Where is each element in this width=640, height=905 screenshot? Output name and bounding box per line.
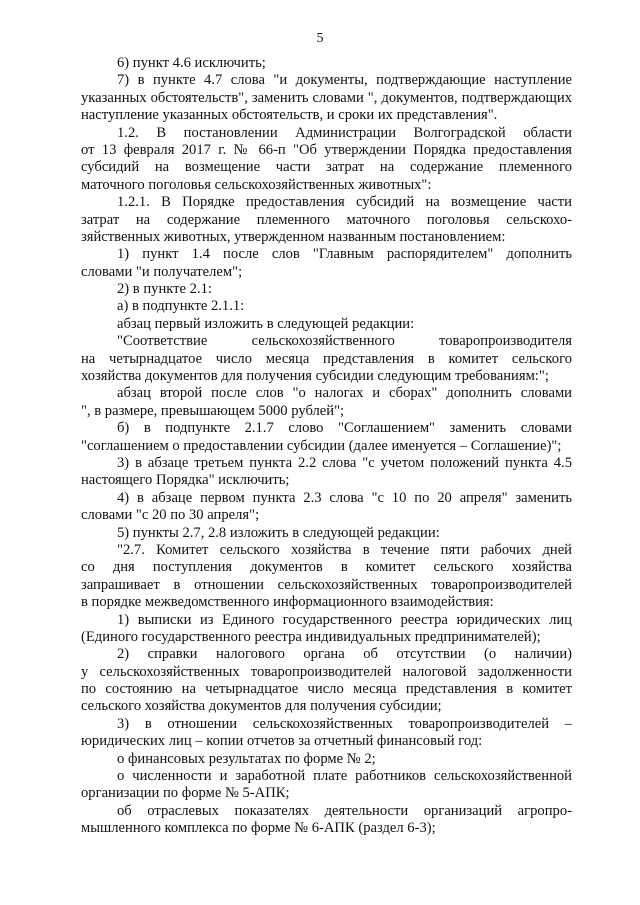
text-line: запрашивает в отношении сельскохозяйственных товаропроизводителей	[81, 576, 572, 593]
text-line: на четырнадцатое число месяца представления в комитет сельского	[81, 350, 572, 367]
text-line: словами "и получателем";	[81, 263, 243, 280]
text-line: наступление указанных обстоятельств, и сроки их представления".	[81, 107, 498, 124]
text-line: у сельскохозяйственных товаропроизводителей налоговой задолженности	[81, 663, 572, 680]
text-line: а) в подпункте 2.1.1:	[117, 298, 245, 315]
text-line: 1.2. В постановлении Администрации Волгоградской области	[117, 124, 572, 141]
text-line: со дня поступления документов в комитет сельского хозяйства	[81, 559, 572, 576]
text-line: о финансовых результатах по форме № 2;	[117, 750, 376, 767]
text-line: затрат на содержание племенного маточного поголовья сельскохо-	[81, 211, 572, 228]
text-line: абзац второй после слов "о налогах и сборах" дополнить словами	[117, 385, 572, 402]
text-line: абзац первый изложить в следующей редакции:	[117, 315, 415, 332]
text-line: 1) пункт 1.4 после слов "Главным распорядителем" дополнить	[117, 246, 572, 263]
text-line: субсидий на возмещение части затрат на содержание племенного	[81, 159, 572, 176]
text-line: 1.2.1. В Порядке предоставления субсидий на возмещение части	[117, 194, 572, 211]
text-line: "Соответствие сельскохозяйственного товаропроизводителя	[117, 333, 572, 350]
text-line: маточного поголовья сельскохозяйственных животных":	[81, 176, 432, 193]
text-line: "2.7. Комитет сельского хозяйства в течение пяти рабочих дней	[117, 541, 572, 558]
text-line: 6) пункт 4.6 исключить;	[117, 55, 266, 71]
text-line: организации по форме № 5-АПК;	[81, 785, 290, 802]
text-line: настоящего Порядка" исключить;	[81, 472, 290, 489]
text-line: от 13 февраля 2017 г. № 66-п "Об утверждении Порядка предоставления	[81, 141, 572, 158]
text-line: (Единого государственного реестра индивидуальных предпринимателей);	[81, 628, 541, 645]
text-line: по состоянию на четырнадцатое число месяца представления в комитет	[81, 681, 572, 698]
text-line: о численности и заработной плате работников сельскохозяйственной	[117, 768, 572, 785]
text-line: юридических лиц – копии отчетов за отчетный финансовый год:	[81, 733, 483, 750]
text-line: мышленного комплекса по форме № 6-АПК (раздел 6-3);	[81, 820, 436, 837]
text-line: 1) выписки из Единого государственного реестра юридических лиц	[117, 611, 572, 628]
text-line: 3) в отношении сельскохозяйственных товаропроизводителей –	[117, 715, 572, 732]
text-line: 2) справки налогового органа об отсутствии (о наличии)	[117, 646, 572, 663]
text-line: 7) в пункте 4.7 слова "и документы, подтверждающие наступление	[117, 72, 572, 89]
text-line: в порядке межведомственного информационного взаимодействия:	[81, 594, 494, 611]
text-line: об отраслевых показателях деятельности организаций агропро-	[117, 802, 572, 819]
text-line: "соглашением о предоставлении субсидии (далее именуется – Соглашение)";	[81, 437, 562, 454]
text-line: 2) в пункте 2.1:	[117, 281, 212, 298]
text-line: хозяйства документов для получения субсидии следующим требованиям:";	[81, 368, 549, 385]
text-line: 5) пункты 2.7, 2.8 изложить в следующей редакции:	[117, 524, 440, 541]
text-line: б) в подпункте 2.1.7 слово "Соглашением" заменить словами	[117, 420, 572, 437]
text-line: указанных обстоятельств", заменить словами ", документов, подтверждающих	[81, 89, 572, 106]
page-number: 5	[316, 31, 324, 46]
text-line: 4) в абзаце первом пункта 2.3 слова "с 10 по 20 апреля" заменить	[117, 489, 572, 506]
document-body	[81, 55, 572, 838]
text-line: зяйственных животных, утвержденном названным постановлением:	[81, 228, 506, 245]
text-line: словами "с 20 по 30 апреля";	[81, 507, 260, 524]
text-line: 3) в абзаце третьем пункта 2.2 слова "с учетом положений пункта 4.5	[117, 454, 572, 471]
text-line: ", в размере, превышающем 5000 рублей";	[81, 402, 345, 419]
text-line: сельского хозяйства документов для получения субсидии;	[81, 698, 442, 715]
